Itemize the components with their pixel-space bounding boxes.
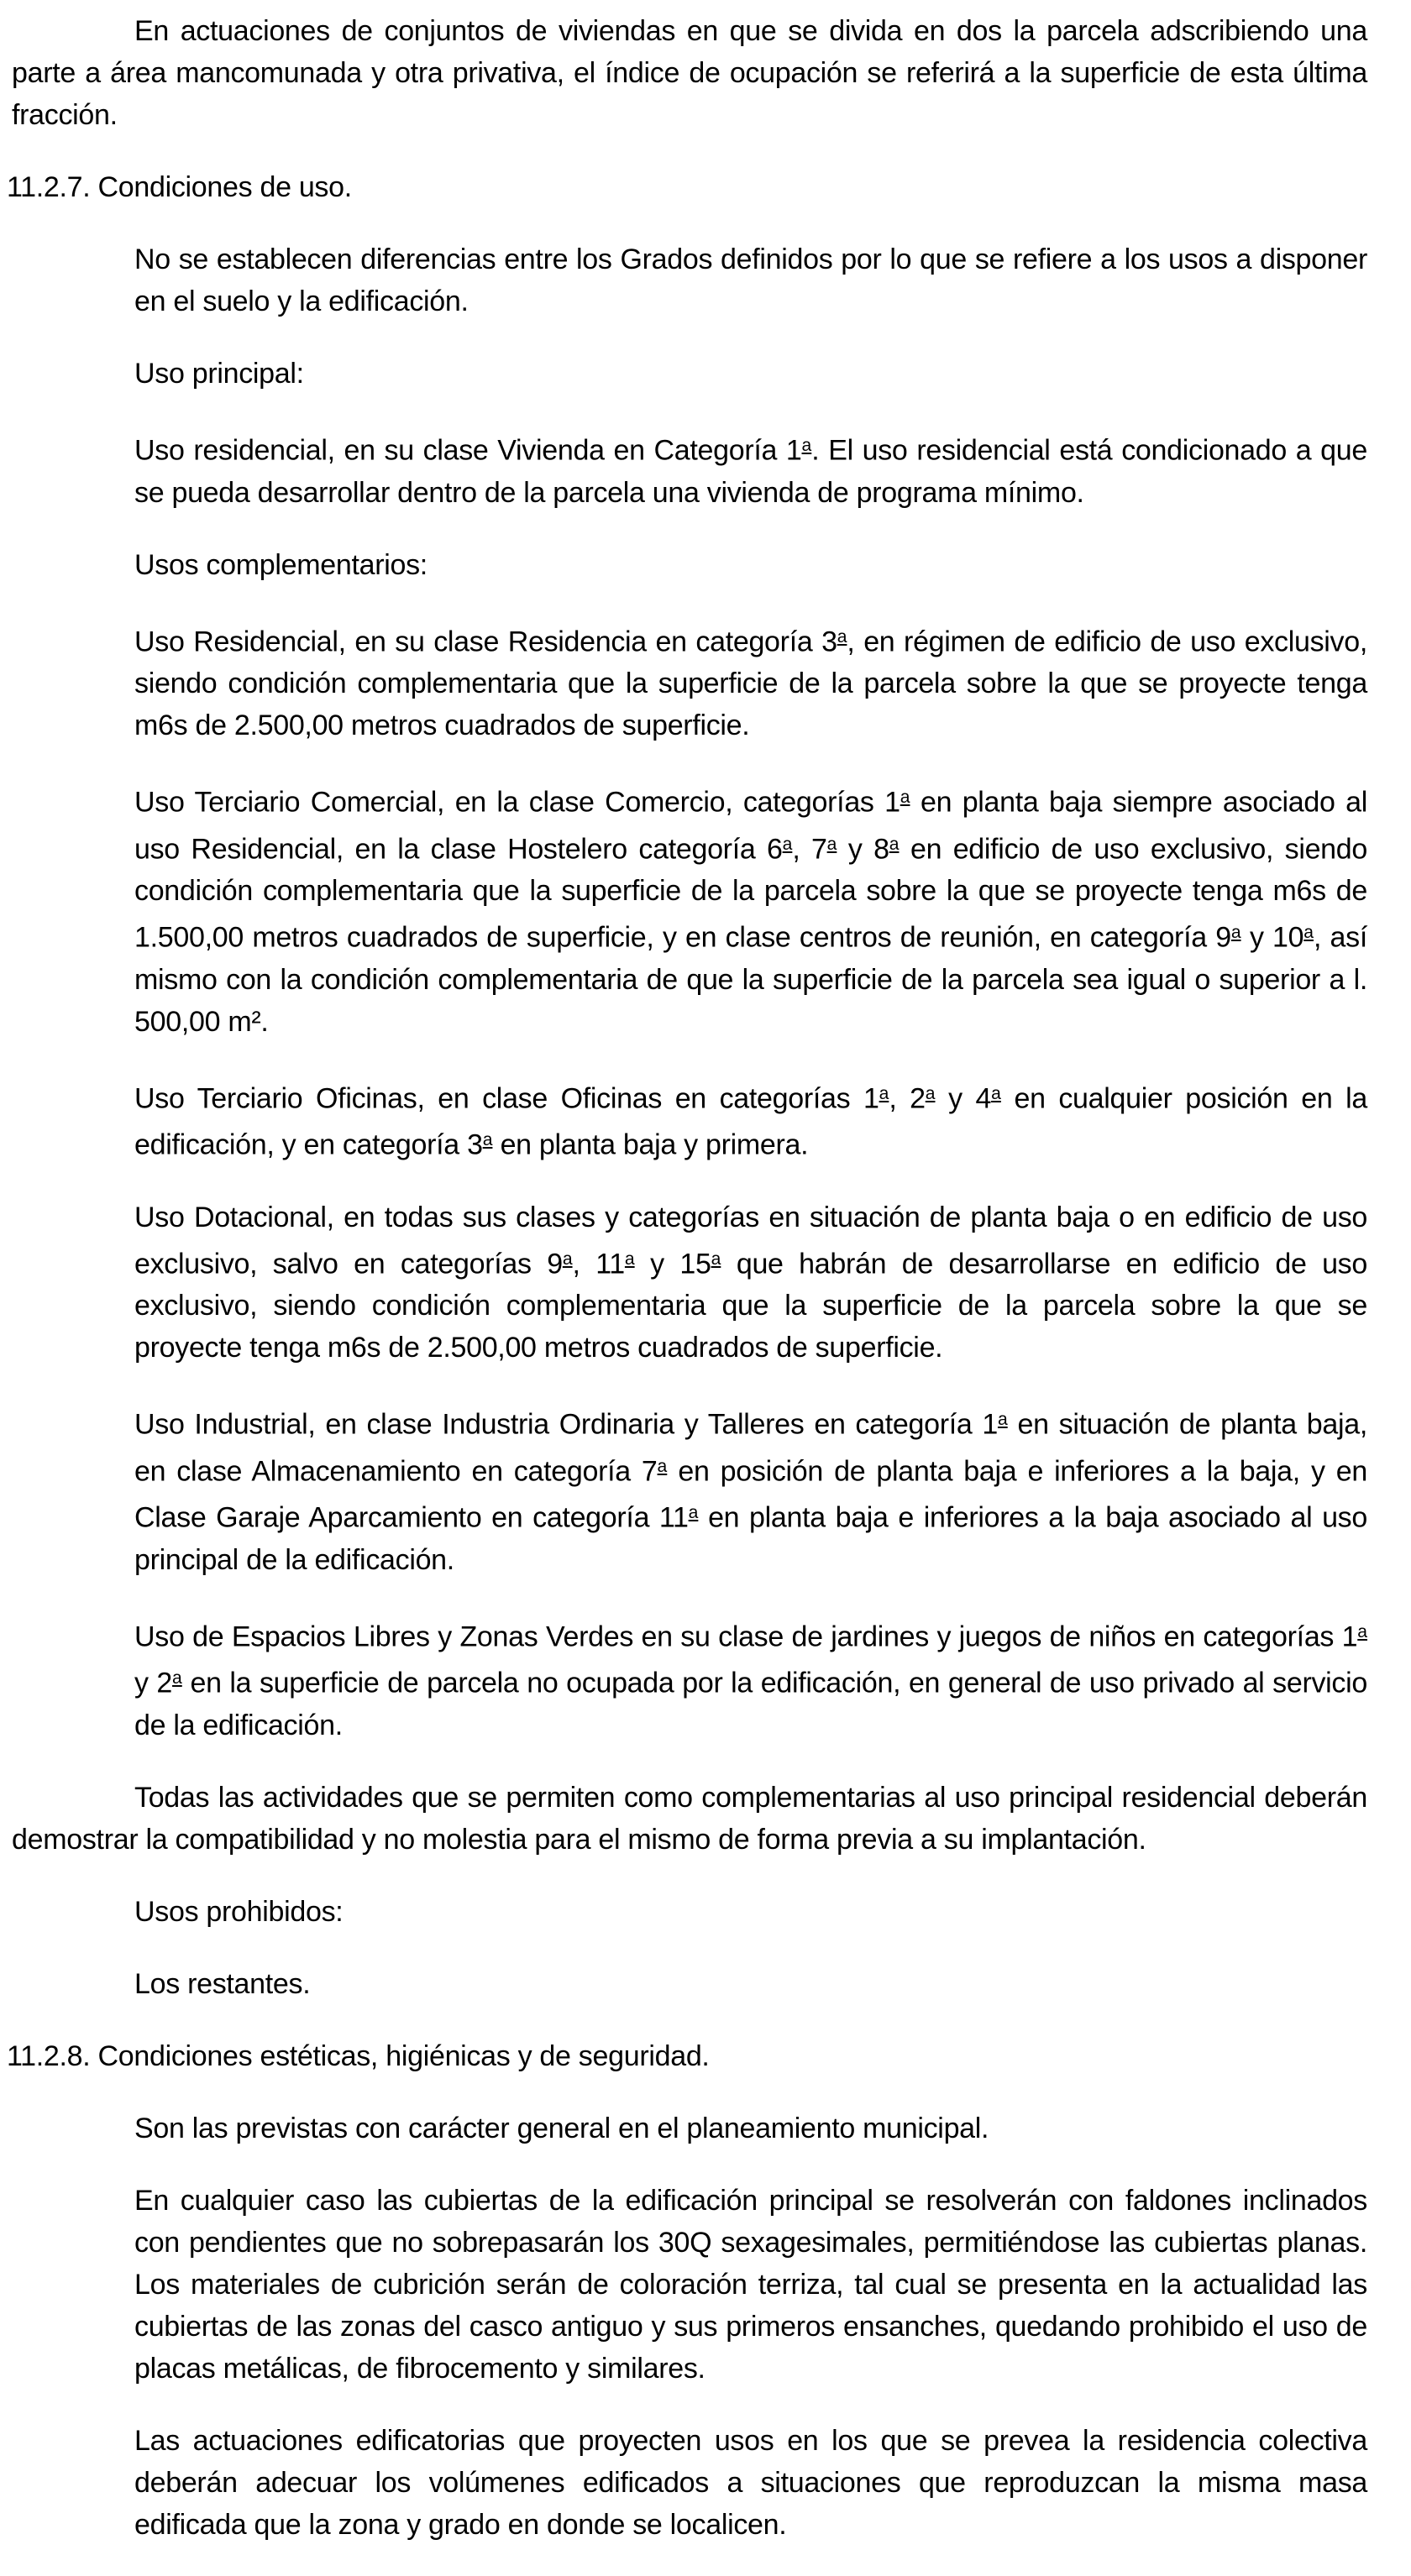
paragraph: Uso Terciario Comercial, en la clase Comercio, categorías 1$^a$ en planta baja siempre asociado al uso Residencial, en la clase Hostelero categoría 6$^a$, 7$^a$ y 8$^a$ en edificio de uso exclusivo, siendo condición complementaria que la superficie de la parcela sobre la que se proyecte tenga m6s de 1.500,00 metros cuadrados de superficie, y en clase centros de reunión, en categoría 9$^a$ y 10$^a$, así mismo con la condición complementaria de que la superficie de la parcela sea igual o superior a l. 500,00 m². bbox=[134, 786, 1368, 1038]
ordinal-superscript: a bbox=[562, 1249, 573, 1269]
ordinal-superscript: a bbox=[889, 834, 900, 854]
ordinal-superscript: a bbox=[925, 1083, 936, 1103]
paragraph: Uso principal: bbox=[134, 358, 304, 390]
ordinal-superscript: a bbox=[991, 1083, 1001, 1103]
ordinal-superscript: a bbox=[997, 1410, 1008, 1430]
paragraph: Usos prohibidos: bbox=[134, 1895, 344, 1928]
paragraph: En actuaciones de conjuntos de viviendas en que se divida en dos la parcela adscribiendo una parte a área mancomunada y otra privativa, el índice de ocupación se referirá a la superficie de esta última fracción. bbox=[12, 15, 1367, 131]
ordinal-superscript: a bbox=[624, 1249, 635, 1269]
paragraph: En cualquier caso las cubiertas de la edificación principal se resolverán con faldones inclinados con pendientes que no sobrepasarán los 30Q sexagesimales, permitiéndose las cubiertas planas. Los materiales de cubrición serán de coloración terriza, tal cual se presenta en la actualidad las cubiertas de las zonas del casco antiguo y sus primeros ensanches, quedando prohibido el uso de placas metálicas, de fibrocemento y similares. bbox=[134, 2184, 1367, 2385]
ordinal-superscript: a bbox=[900, 788, 910, 808]
paragraph: Uso de Espacios Libres y Zonas Verdes en su clase de jardines y juegos de niños en categorías 1$^a$ y 2$^a$ en la superficie de parcela no ocupada por la edificación, en general de uso privado al servicio de la edificación. bbox=[134, 1620, 1367, 1741]
ordinal-superscript: a bbox=[711, 1249, 721, 1269]
ordinal-superscript: a bbox=[657, 1456, 668, 1476]
ordinal-superscript: a bbox=[826, 834, 837, 854]
document-content bbox=[0, 10, 1411, 2546]
ordinal-superscript: a bbox=[782, 834, 793, 854]
ordinal-superscript: a bbox=[1357, 1621, 1367, 1641]
ordinal-superscript: a bbox=[837, 626, 847, 647]
ordinal-superscript: a bbox=[172, 1668, 182, 1689]
paragraph: Uso Residencial, en su clase Residencia en categoría 3$^a$, en régimen de edificio de uso exclusivo, siendo condición complementaria que la superficie de la parcela sobre la que se proyecte tenga m6s de 2.500,00 metros cuadrados de superficie. bbox=[134, 626, 1367, 742]
paragraph: Los restantes. bbox=[134, 1967, 311, 2000]
section-heading: 11.2.7. Condiciones de uso. bbox=[7, 171, 352, 203]
ordinal-superscript: a bbox=[801, 436, 812, 455]
section-heading: 11.2.8. Condiciones estéticas, higiénicas y de seguridad. bbox=[7, 2039, 710, 2072]
paragraph: Uso Industrial, en clase Industria Ordinaria y Talleres en categoría 1$^a$ en situación de planta baja, en clase Almacenamiento en categoría 7$^a$ en posición de planta baja e inferiores a la baja, y en Clase Garaje Aparcamiento en categoría 11$^a$ en planta baja e inferiores a la baja asociado al uso principal de la edificación. bbox=[134, 1408, 1367, 1576]
paragraph: Las actuaciones edificatorias que proyecten usos en los que se prevea la residencia colectiva deberán adecuar los volúmenes edificados a situaciones que reproduzcan la misma masa edificada que la zona y grado en donde se localicen. bbox=[134, 2424, 1367, 2541]
paragraph: No se establecen diferencias entre los Grados definidos por lo que se refiere a los usos a disponer en el suelo y la edificación. bbox=[134, 243, 1367, 317]
paragraph: Usos complementarios: bbox=[134, 548, 427, 581]
paragraph: Uso Terciario Oficinas, en clase Oficinas en categorías 1$^a$, 2$^a$ y 4$^a$ en cualquier posición en la edificación, y en categoría 3$^a$ en planta baja y primera. bbox=[134, 1082, 1367, 1161]
paragraph: Son las previstas con carácter general en el planeamiento municipal. bbox=[134, 2112, 989, 2144]
ordinal-superscript: a bbox=[482, 1130, 493, 1150]
paragraph: Todas las actividades que se permiten como complementarias al uso principal residencial deberán demostrar la compatibilidad y no molestia para el mismo de forma previa a su implantación. bbox=[12, 1781, 1367, 1856]
ordinal-superscript: a bbox=[879, 1083, 889, 1103]
paragraph: Uso Dotacional, en todas sus clases y categorías en situación de planta baja o en edificio de uso exclusivo, salvo en categorías 9$^a$, 11$^a$ y 15$^a$ que habrán de desarrollarse en edificio de uso exclusivo, siendo condición complementaria que la superficie de la parcela sobre la que se proyecte tenga m6s de 2.500,00 metros cuadrados de superficie. bbox=[134, 1201, 1367, 1364]
paragraph: Uso residencial, en su clase Vivienda en Categoría 1$^a$. El uso residencial está condicionado a que se pueda desarrollar dentro de la parcela una vivienda de programa mínimo. bbox=[134, 434, 1368, 509]
ordinal-superscript: a bbox=[1303, 923, 1314, 943]
ordinal-superscript: a bbox=[688, 1503, 699, 1523]
ordinal-superscript: a bbox=[1230, 923, 1241, 943]
